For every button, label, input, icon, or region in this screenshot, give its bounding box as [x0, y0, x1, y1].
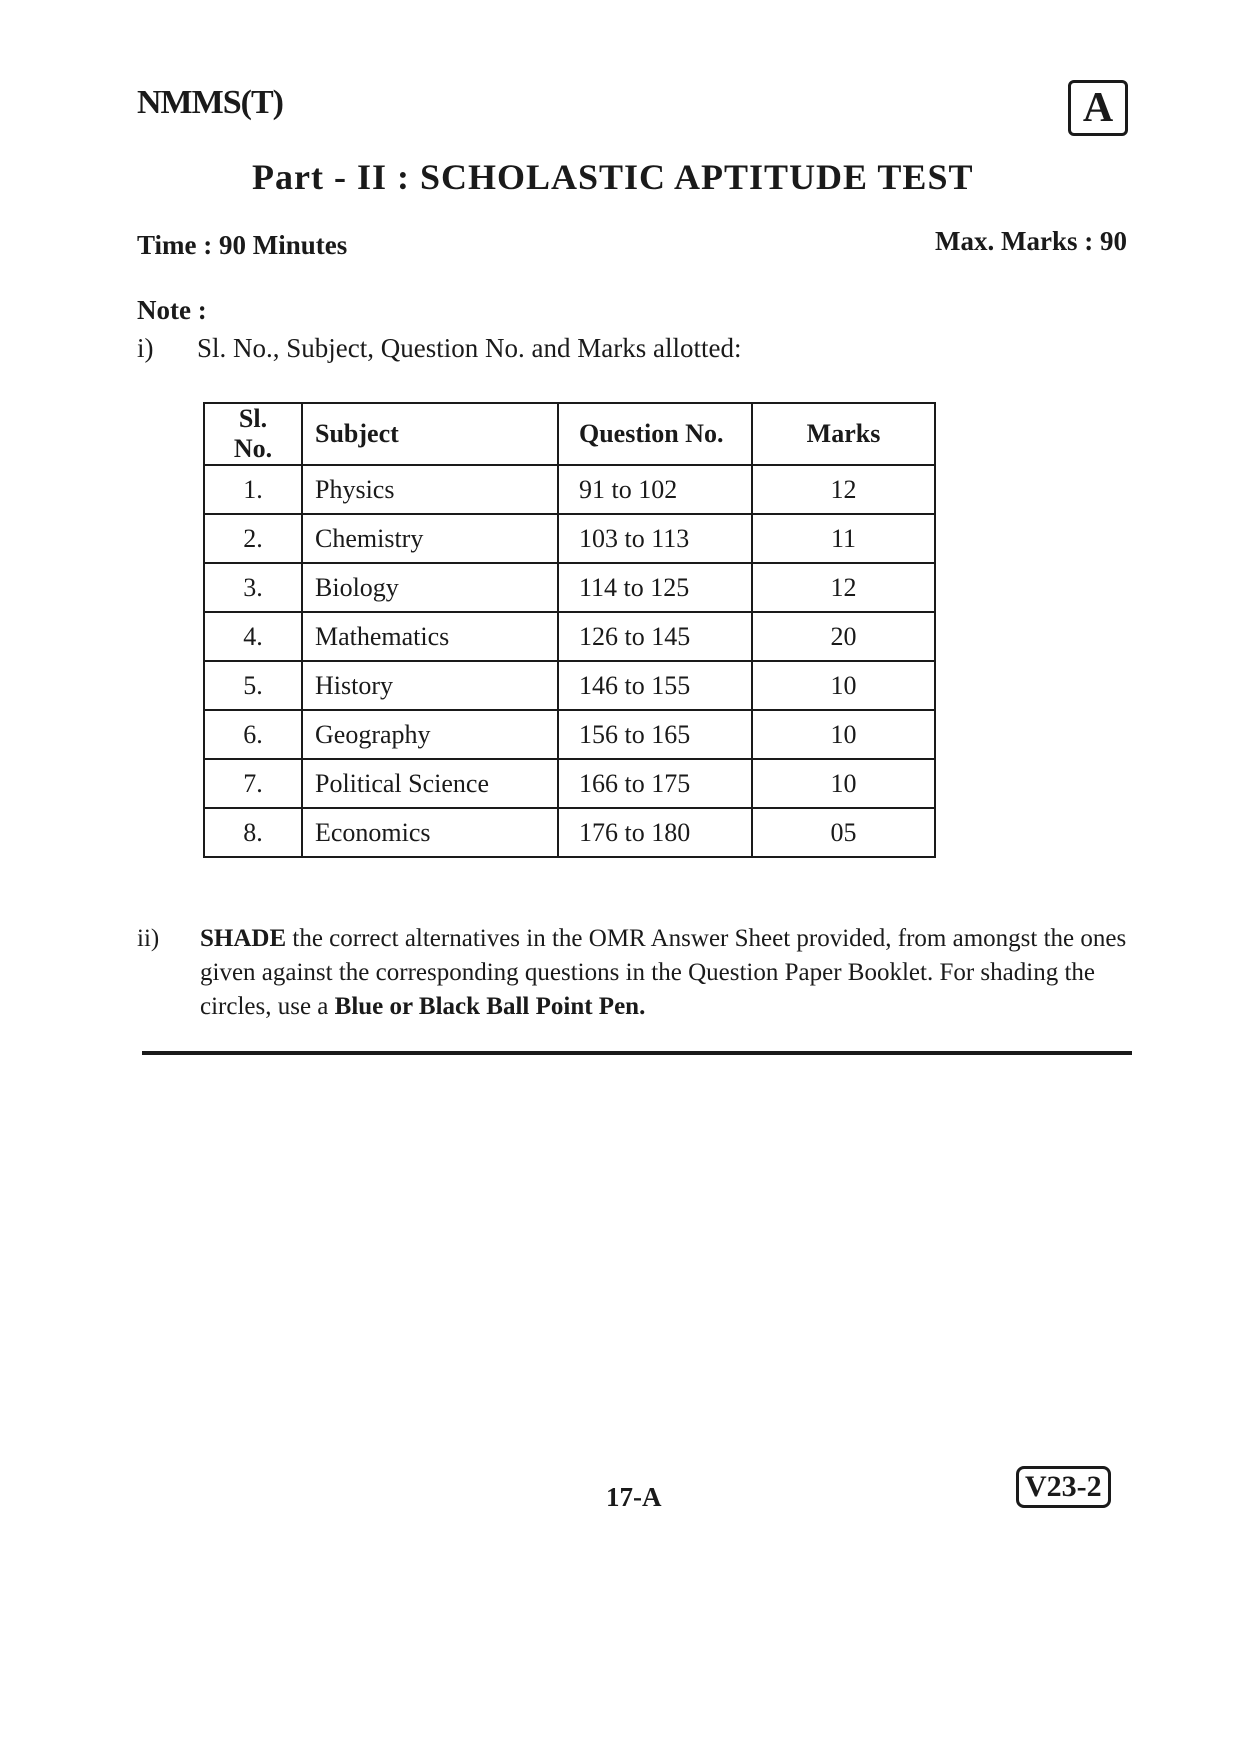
cell-subject: Mathematics [302, 612, 558, 661]
paper-code-badge: V23-2 [1016, 1466, 1111, 1508]
cell-subject: Political Science [302, 759, 558, 808]
table-row [204, 710, 935, 759]
cell-question-no: 114 to 125 [558, 563, 752, 612]
cell-question-no: 126 to 145 [558, 612, 752, 661]
cell-sl-no: 1. [204, 465, 302, 514]
cell-subject: Geography [302, 710, 558, 759]
note-item-i [137, 333, 741, 364]
table-row [204, 808, 935, 857]
time-allotted: Time : 90 Minutes [137, 230, 348, 260]
cell-subject: Economics [302, 808, 558, 857]
cell-marks: 05 [752, 808, 935, 857]
note-item-ii-text: the correct alternatives in the OMR Answer Sheet provided, from amongst the ones given against the corresponding questions in the Question Paper Booklet. For shading the circles, use a [200, 925, 1127, 1020]
note-item-i-text: Sl. No., Subject, Question No. and Marks allotted: [197, 333, 742, 363]
cell-sl-no: 4. [204, 612, 302, 661]
cell-sl-no: 8. [204, 808, 302, 857]
header-marks: Marks [752, 403, 935, 465]
cell-question-no: 156 to 165 [558, 710, 752, 759]
version-badge: A [1068, 80, 1128, 136]
note-item-ii [137, 922, 1132, 1024]
horizontal-divider [142, 1051, 1132, 1055]
note-heading: Note : [137, 295, 207, 325]
cell-question-no: 176 to 180 [558, 808, 752, 857]
table-row [204, 563, 935, 612]
header-question-no: Question No. [558, 403, 752, 465]
header-subject: Subject [302, 403, 558, 465]
cell-sl-no: 7. [204, 759, 302, 808]
cell-sl-no: 3. [204, 563, 302, 612]
cell-marks: 12 [752, 563, 935, 612]
cell-subject: Biology [302, 563, 558, 612]
note-item-ii-body [200, 922, 1132, 1024]
note-item-ii-label: ii) [137, 925, 160, 952]
exam-code: NMMS(T) [137, 84, 283, 121]
cell-subject: Physics [302, 465, 558, 514]
table-row [204, 612, 935, 661]
cell-sl-no: 6. [204, 710, 302, 759]
table-row [204, 514, 935, 563]
cell-marks: 20 [752, 612, 935, 661]
cell-subject: History [302, 661, 558, 710]
cell-marks: 11 [752, 514, 935, 563]
table-row [204, 759, 935, 808]
table-row [204, 465, 935, 514]
cell-question-no: 91 to 102 [558, 465, 752, 514]
cell-question-no: 146 to 155 [558, 661, 752, 710]
cell-question-no: 166 to 175 [558, 759, 752, 808]
max-marks: Max. Marks : 90 [935, 226, 1127, 256]
cell-subject: Chemistry [302, 514, 558, 563]
cell-marks: 10 [752, 710, 935, 759]
cell-question-no: 103 to 113 [558, 514, 752, 563]
page-title: Part - II : SCHOLASTIC APTITUDE TEST [252, 157, 974, 197]
page-number: 17-A [606, 1482, 662, 1512]
cell-sl-no: 5. [204, 661, 302, 710]
note-pen-emphasis: Blue or Black Ball Point Pen. [334, 993, 646, 1020]
note-item-i-label: i) [137, 333, 154, 363]
cell-marks: 10 [752, 661, 935, 710]
note-shade-emphasis: SHADE [200, 925, 287, 952]
table-header-row [204, 403, 935, 465]
cell-sl-no: 2. [204, 514, 302, 563]
cell-marks: 12 [752, 465, 935, 514]
table-row [204, 661, 935, 710]
header-sl-no: Sl. No. [204, 403, 302, 465]
marks-table [203, 402, 936, 858]
cell-marks: 10 [752, 759, 935, 808]
